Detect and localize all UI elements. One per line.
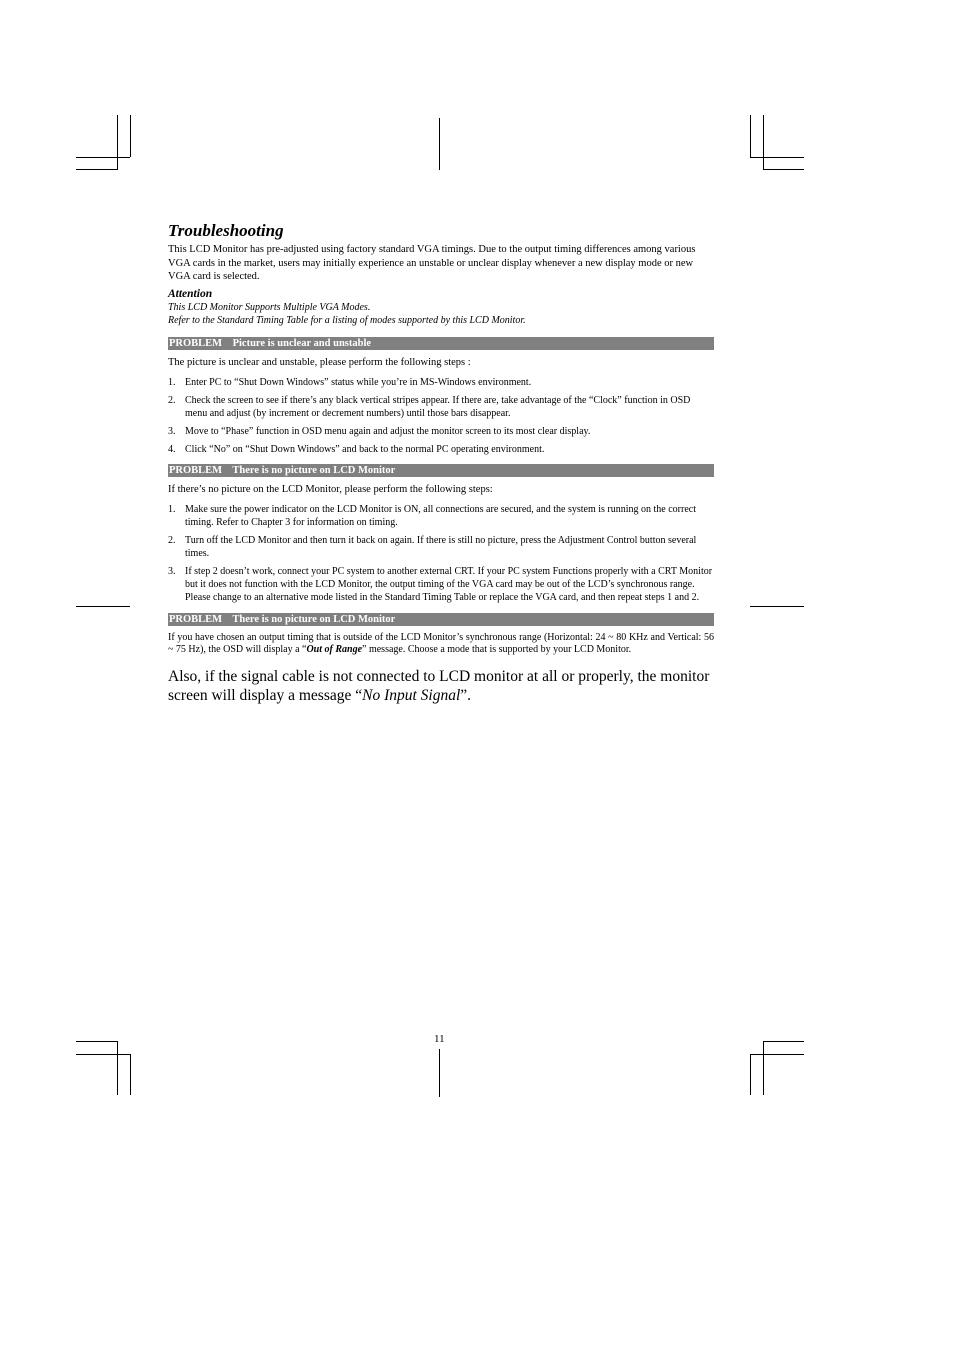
problem-1-steps	[168, 376, 714, 456]
out-of-range-message: Out of Range	[306, 644, 363, 655]
list-item: 2. Turn off the LCD Monitor and then turn it back on again. If there is still no picture, press the Adjustment Control button several times.	[168, 534, 697, 559]
attention-heading: Attention	[168, 287, 213, 300]
no-input-signal-message: No Input Signal	[362, 686, 461, 704]
list-item: 1. Make sure the power indicator on the LCD Monitor is ON, all connections are secured, and the system is running on the correct timing. Refer to Chapter 3 for information on timing.	[168, 503, 696, 528]
list-item: 4. Click “No” on “Shut Down Windows” and back to the normal PC operating environment.	[168, 443, 545, 455]
no-input-signal-paragraph: Also, if the signal cable is not connected to LCD monitor at all or properly, the monitor screen will display a message “No Input Signal”.	[168, 667, 710, 704]
page-content	[168, 221, 714, 705]
out-of-range-paragraph: If you have chosen an output timing that is outside of the LCD Monitor’s synchronous range (Horizontal: 24 ~ 80 KHz and Vertical: 56 ~ 75 Hz), the OSD will display a “Out of Range” message. Choose a mode that is supported by your LCD Monitor.	[168, 631, 714, 655]
intro-paragraph: This LCD Monitor has pre-adjusted using factory standard VGA timings. Due to the output timing differences among various VGA cards in the market, users may initially experience an unstable or unclear display whenever a new display mode or new VGA card is selected.	[168, 244, 696, 282]
problem-bar-no-picture: PROBLEM There is no picture on LCD Monitor	[168, 464, 714, 477]
list-item: 3. If step 2 doesn’t work, connect your PC system to another external CRT. If your PC system Functions properly with a CRT Monitor but it does not function with the LCD Monitor, the output timing of the VGA card may be out of the LCD’s synchronous range. Please change to an alternative mode listed in the Standard Timing Table or replace the VGA card, and then repeat steps 1 and 2.	[168, 565, 713, 603]
problem-2-lead: If there’s no picture on the LCD Monitor, please perform the following steps:	[168, 483, 493, 495]
attention-note	[168, 287, 714, 327]
list-item: 3. Move to “Phase” function in OSD menu again and adjust the monitor screen to its most clear display.	[168, 425, 591, 437]
list-item: 2. Check the screen to see if there’s any black vertical stripes appear. If there are, take advantage of the “Clock” function in OSD menu and adjust (by increment or decrement numbers) until those bars disappear.	[168, 394, 691, 419]
problem-1-lead: The picture is unclear and unstable, please perform the following steps :	[168, 356, 471, 368]
attention-line-2: Refer to the Standard Timing Table for a listing of modes supported by this LCD Monitor.	[168, 314, 526, 326]
problem-bar-out-of-range: PROBLEM There is no picture on LCD Monitor	[168, 613, 714, 626]
problem-2-steps	[168, 503, 714, 604]
problem-bar-unclear: PROBLEM Picture is unclear and unstable	[168, 337, 714, 350]
attention-line-1: This LCD Monitor Supports Multiple VGA Modes.	[168, 301, 371, 313]
page-title: Troubleshooting	[168, 221, 284, 240]
page-number: 11	[434, 1033, 445, 1045]
list-item: 1. Enter PC to “Shut Down Windows” status while you’re in MS-Windows environment.	[168, 376, 532, 388]
